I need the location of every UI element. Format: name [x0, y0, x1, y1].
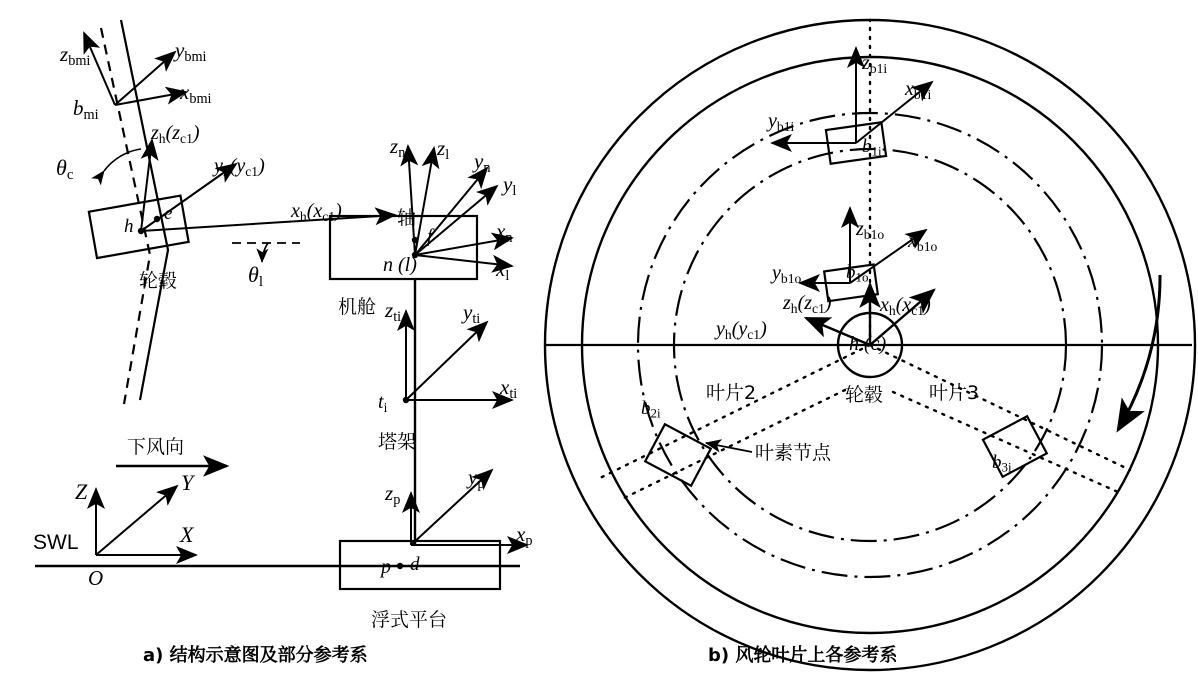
axis-z-p: $z_p$	[385, 481, 401, 508]
axis-x-h-xc1-b: $x_h(x_{c1})$	[880, 294, 931, 318]
point-b-1o: $b_{1o}$	[846, 262, 869, 285]
axis-Y-global: Y	[181, 470, 194, 495]
axis-x-bmi: $x_{bmi}$	[180, 80, 212, 107]
label-tower: 塔架	[378, 431, 417, 453]
axis-z-h-zc1: $z_h(z_{c1})$	[151, 122, 200, 146]
axis-z-ti: $z_{ti}$	[385, 298, 402, 325]
label-swl: SWL	[33, 531, 79, 554]
axis-z-bmi: $z_{bmi}$	[60, 42, 91, 69]
axis-x-h-xc1: $x_h(x_{c1})$	[291, 200, 342, 224]
caption-a: a) 结构示意图及部分参考系	[143, 645, 368, 666]
axis-z-l: $z_l$	[437, 136, 450, 163]
label-blade-2: 叶片2	[706, 382, 757, 404]
point-e: e	[164, 203, 173, 224]
point-t-i: $t_i$	[378, 391, 388, 415]
point-b-mi: $b_{mi}$	[73, 96, 99, 123]
label-downwind: 下风向	[127, 436, 185, 458]
angle-theta-c: $\theta_c$	[56, 155, 74, 184]
axis-y-h-yc1: $y_h(y_{c1})$	[214, 155, 265, 179]
point-h-c: h (c)	[849, 333, 887, 355]
label-shaft: 轴	[397, 207, 417, 229]
axis-z-h-zc1-b: $z_h(z_{c1})$	[783, 292, 832, 316]
label-hub-b: 轮毂	[845, 384, 884, 406]
axis-z-b1i: $z_{b1i}$	[862, 52, 888, 76]
axis-x-p: $x_p$	[516, 522, 533, 549]
point-p: p	[381, 556, 391, 578]
caption-b: b) 风轮叶片上各参考系	[708, 645, 898, 666]
point-f: f	[427, 226, 433, 247]
axis-y-p: $y_p$	[468, 465, 485, 492]
axis-y-l: $y_l$	[503, 172, 517, 199]
axis-y-ti: $y_{ti}$	[463, 300, 481, 327]
axis-y-n: $y_n$	[474, 149, 491, 176]
label-hub: 轮毂	[139, 270, 178, 292]
axis-x-ti: $x_{ti}$	[500, 375, 518, 402]
axis-z-n: $z_n$	[390, 134, 406, 161]
axis-Z-global: Z	[75, 479, 88, 504]
axis-y-h-yc1-b: $y_h(y_{c1})$	[716, 318, 767, 342]
axis-X-global: X	[180, 522, 194, 547]
point-d: d	[410, 554, 420, 575]
point-b-3i: $b_{3i}$	[992, 452, 1012, 475]
axis-x-b1o: $x_{b1o}$	[908, 230, 938, 254]
angle-theta-l: $\theta_l$	[248, 262, 263, 291]
axis-y-b1o: $y_{b1o}$	[772, 262, 802, 286]
point-b-1i: $b_{1i}$	[862, 136, 882, 159]
axis-y-b1i: $y_{b1i}$	[768, 110, 795, 134]
point-h: h	[124, 216, 134, 237]
panel-a-drawing	[35, 20, 527, 589]
origin-O: O	[88, 566, 104, 590]
axis-x-l: $x_l$	[496, 257, 510, 284]
axis-x-n: $x_n$	[496, 219, 513, 246]
point-n-l: n (l)	[383, 254, 417, 276]
axis-x-b1i: $x_{b1i}$	[905, 78, 932, 102]
label-blade-element-node: 叶素节点	[755, 442, 832, 464]
axis-y-bmi: $y_{bmi}$	[175, 38, 207, 65]
axis-z-b1o: $z_{b1o}$	[856, 218, 885, 242]
label-blade-3: 叶片3	[929, 382, 980, 404]
point-b-2i: $b_{2i}$	[641, 398, 661, 421]
label-nacelle: 机舱	[338, 296, 377, 318]
label-platform: 浮式平台	[371, 609, 448, 631]
